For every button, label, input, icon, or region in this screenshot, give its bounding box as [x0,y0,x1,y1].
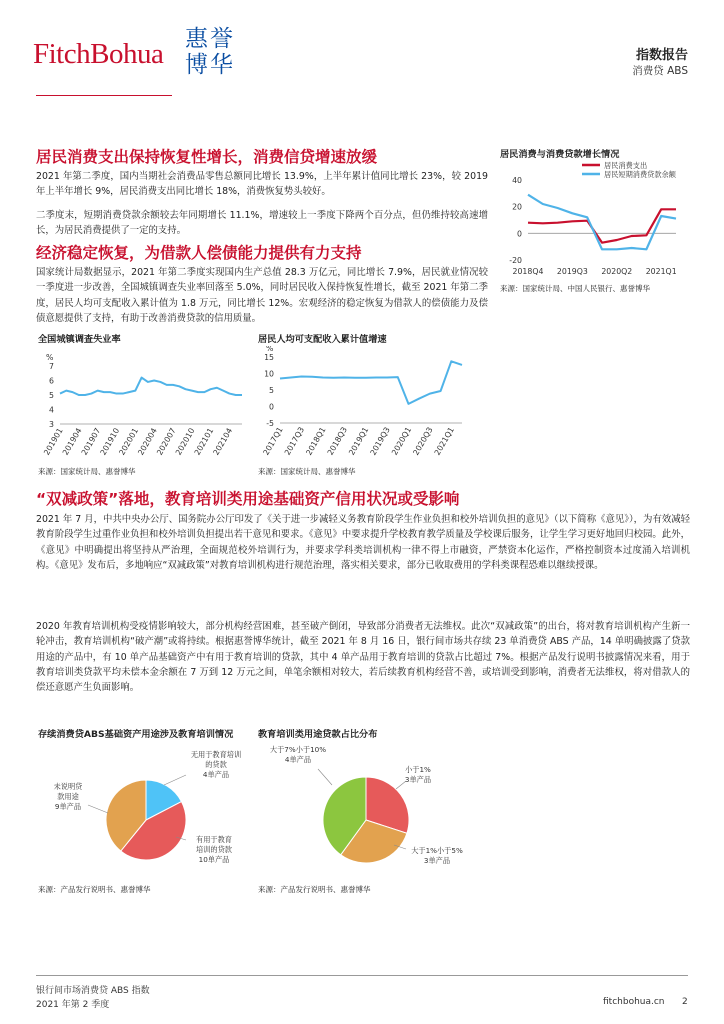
pie-label: 有用于教育 [196,835,232,844]
footer-period: 2021 年第 2 季度 [36,1000,110,1010]
chart3-income-growth [250,346,472,462]
pie-label: 4单产品 [284,755,312,764]
y-tick-label: 5 [269,386,274,395]
x-tick-label: 2021Q1 [645,267,677,276]
pie-leader-line [396,781,406,789]
pie-label: 培训的贷款 [196,845,232,854]
pie-label: 的贷款 [205,760,227,769]
y-unit-label: % [266,346,274,353]
section1-paragraph-2: 二季度末，短期消费贷款余额较去年同期增长 11.1%，增速较上一季度下降两个百分点，但仍维持较高速增长，为居民消费提供了一定的支持。 [36,210,488,237]
y-tick-label: 15 [264,353,274,362]
section1-heading: 居民消费支出保持恢复性增长，消费信贷增速放缓 [36,148,378,166]
chart2-source: 来源：国家统计局、惠誉博华 [38,467,136,476]
document-type: 指数报告 [635,48,688,63]
y-tick-label: -20 [509,256,522,265]
chart5-title: 教育培训类用途贷款占比分布 [258,729,378,740]
footer-report-name: 银行间市场消费贷 ABS 指数 [36,986,150,996]
section3-heading: “双减政策”落地，教育培训类用途基础资产信用状况或受影响 [36,490,460,508]
section3-paragraph-1: 2021 年 7 月，中共中央办公厅、国务院办公厅印发了《关于进一步减轻义务教育阶段学生作业负担和校外培训负担的意见》（以下简称《意见》），为有效减轻教育阶段学生过重作业负担和校外培训负担提出若干意见和要求。《意见》中要求提升学校教育教学质量及学校课后服务，让学生学习更好地回归校园。此外，《意见》中明确提出将坚持从严治理，全面规范校外培训行为，并要求学科类培训机构一律不得上市融资，严禁资本化运作，严格控制资本过度涌入培训机构。《意见》发布后，多地响应“双减政策”对教育培训机构进行规范治理，落实相关要求，部分已收取费用的学科类课程恐难以继续授课。 [36,514,690,571]
y-tick-label: 10 [264,369,274,379]
chart1-source: 来源：国家统计局、中国人民银行、惠誉博华 [500,284,650,293]
chart4-title: 存续消费贷ABS基础资产用途涉及教育培训情况 [38,729,234,740]
y-tick-label: 5 [49,391,54,400]
pie-label: 3单产品 [423,856,451,865]
x-tick-label: 2019Q3 [556,267,588,276]
legend-label: 居民短期消费贷款余额 [604,170,676,179]
chart1-title: 居民消费与消费贷款增长情况 [500,149,620,160]
pie-label: 未说明贷 [53,782,83,791]
pie-label: 10单产品 [198,855,230,864]
pie-leader-line [318,769,332,785]
pie-leader-line [88,805,108,813]
series-line-0 [280,361,462,404]
x-tick-label: 2020Q3 [411,425,435,457]
x-tick-label: 201910 [98,426,122,457]
chart1-consumption-loan [496,160,692,280]
x-tick-label: 201907 [79,426,103,457]
x-tick-label: 202010 [173,426,197,457]
x-tick-label: 2021Q1 [432,425,457,457]
y-tick-label: 3 [49,420,54,429]
section3-paragraph-2: 2020 年教育培训机构受疫情影响较大，部分机构经营困难，甚至破产倒闭，导致部分消费者无法维权。此次“双减政策”的出台，将对教育培训机构产生新一轮冲击，教育培训机构“破产潮”或将持续。根据惠誉博华统计，截至 2021 年 8 月 16 日，银行间市场共存续 23 单消费贷 ABS 产品，14 单明确披露了贷款用途的产品中，有 10 单产品基础资产中有用于教育培训的贷款，其中 4 单产品用于教育培训的贷款占比超过 7%。根据产品发行说明书披露情况来看，用于教育培训类贷款平均未偿本金余额在 7 万到 12 万元之间，单笔余额相对较大，若后续教育机构经营不善，或培训受到影响，消费者无法维权，将对借款人的偿还意愿产生负面影响。 [36,621,690,694]
x-tick-label: 202001 [117,426,141,457]
chart5-edu-share-pie [256,745,486,875]
x-tick-label: 2020Q1 [389,425,414,457]
header-divider [36,95,172,96]
x-tick-label: 202101 [192,426,216,457]
y-tick-label: -5 [266,419,274,428]
fitchbohua-logo: FitchBohua [33,38,164,70]
y-tick-label: 7 [49,362,54,371]
pie-label: 大于7%小于10% [269,745,327,754]
pie-label: 款用途 [57,792,79,801]
pie-label: 小于1% [405,765,431,774]
pie-label: 无用于教育培训 [190,750,242,759]
y-tick-label: 4 [49,405,54,415]
chart2-unemployment [30,346,250,462]
document-subtitle: 消费贷 ABS [632,65,688,77]
chart4-edu-loan-pie [36,745,256,875]
y-tick-label: 20 [512,202,522,212]
x-tick-label: 202104 [211,426,235,457]
section2-heading: 经济稳定恢复，为借款人偿债能力提供有力支持 [36,244,362,262]
chart3-source: 来源：国家统计局、惠誉博华 [258,467,356,476]
footer-page-number: 2 [682,997,688,1007]
x-tick-label: 202007 [155,426,178,457]
section1-paragraph-1: 2021 年第二季度，国内当期社会消费品零售总额同比增长 13.9%，上半年累计值同比增长 23%，较 2019 年上半年增长 9%，居民消费支出同比增长 18%，消费恢复势头较好。 [36,171,488,198]
y-tick-label: 40 [512,176,522,185]
footer-website[interactable]: fitchbohua.cn [603,997,665,1007]
pie-leader-line [164,775,186,785]
chart4-source: 来源：产品发行说明书、惠誉博华 [38,885,151,894]
series-line-0 [60,378,242,395]
y-unit-label: % [46,353,54,362]
x-tick-label: 2018Q1 [304,425,328,457]
chart5-source: 来源：产品发行说明书、惠誉博华 [258,885,371,894]
x-tick-label: 201901 [42,426,65,457]
x-tick-label: 202004 [136,426,159,457]
y-tick-label: 6 [49,376,54,386]
pie-label: 9单产品 [54,802,82,811]
x-tick-label: 2018Q3 [325,425,349,457]
x-tick-label: 2019Q3 [368,425,392,457]
chart3-title: 居民人均可支配收入累计值增速 [258,334,387,345]
section2-paragraph-1: 国家统计局数据显示，2021 年第二季度实现国内生产总值 28.3 万亿元，同比增长 7.9%，居民就业情况较一季度进一步改善，全国城镇调查失业率回落至 5.0%，同时居民收入保持恢复性增长，截至 2021 年第二季度，居民人均可支配收入累计值为 1.8 万元，同比增长 12%。宏观经济的稳定恢复为借款人的偿债能力及偿债意愿提供了支持，有助于改善消费贷款的信用质量。 [36,267,488,324]
x-tick-label: 2019Q1 [347,425,371,457]
huiyu-bohua-seal: 惠誉博华 [185,26,235,78]
x-tick-label: 2020Q2 [601,267,633,276]
footer-divider [36,975,688,976]
x-tick-label: 2018Q4 [512,267,544,276]
pie-label: 大于1%小于5% [411,846,463,855]
series-line-0 [528,209,676,242]
y-tick-label: 0 [269,402,274,412]
pie-label: 3单产品 [404,775,432,784]
x-tick-label: 2017Q1 [261,425,285,457]
pie-label: 4单产品 [202,770,230,779]
legend-label: 居民消费支出 [604,161,648,170]
x-tick-label: 2017Q3 [282,425,307,457]
x-tick-label: 201904 [60,426,84,457]
chart2-title: 全国城镇调查失业率 [38,334,121,345]
y-tick-label: 0 [517,229,522,239]
